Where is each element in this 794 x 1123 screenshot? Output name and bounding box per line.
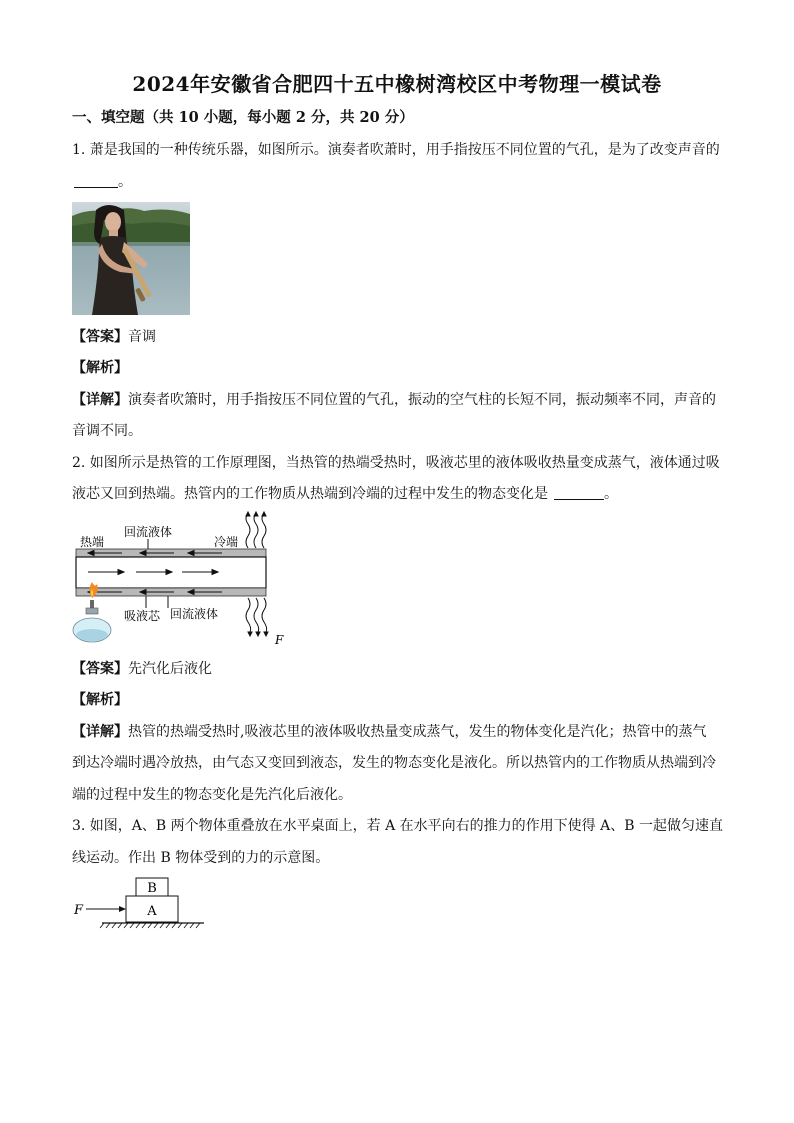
q3-line2: 线运动。作出 B 物体受到的力的示意图。 (72, 850, 330, 866)
q3-line1: 3. 如图，A、B 两个物体重叠放在水平桌面上，若 A 在水平向右的推力的作用下使得 A、B 一起做匀速直 (72, 818, 723, 834)
page-title: 2024年安徽省合肥四十五中橡树湾校区中考物理一模试卷 (132, 72, 662, 96)
q1-answer: 【答案】音调 (72, 329, 156, 345)
ground-hatch (100, 923, 200, 928)
q2-detail-line2: 到达冷端时遇冷放热，由气态又变回到液态，发生的物态变化是液化。所以热管内的工作物质从热端到冷 (72, 755, 716, 771)
q1-line1: 1. 萧是我国的一种传统乐器，如图所示。演奏者吹萧时，用手指按压不同位置的气孔，是为了改变声音的 (72, 142, 720, 158)
q1-detail-line2: 音调不同。 (72, 423, 142, 439)
return-liquid-bottom-label: 回流液体 (170, 607, 219, 621)
heat-release-wave-icon (246, 512, 266, 548)
f-label: F (275, 633, 284, 647)
wick-label: 吸液芯 (124, 609, 161, 623)
cold-end-label: 冷端 (214, 535, 239, 549)
block-b-label: B (147, 881, 157, 896)
q2-detail-line3: 端的过程中发生的物态变化是先汽化后液化。 (72, 787, 352, 803)
xiao-player-photo (72, 202, 190, 315)
heat-release-wave-icon-bottom (246, 598, 268, 636)
answer-blank (74, 173, 118, 188)
block-a-label: A (147, 904, 157, 919)
heat-pipe-diagram (70, 508, 300, 648)
q2-detail-line1: 【详解】热管的热端受热时,吸液芯里的液体吸收热量变成蒸气，发生的物体变化是汽化；热管中的蒸气 (72, 724, 707, 740)
q2-line2: 液芯又回到热端。热管内的工作物质从热端到冷端的过程中发生的物态变化是 。 (72, 486, 618, 502)
q1-analysis: 【解析】 (72, 360, 128, 376)
stacked-blocks-diagram (70, 874, 210, 930)
force-arrow-icon (119, 906, 126, 912)
force-f-label: F (74, 903, 84, 918)
q2-analysis: 【解析】 (72, 692, 128, 708)
hot-end-label: 热端 (80, 535, 105, 549)
q2-answer: 【答案】先汽化后液化 (72, 661, 212, 677)
q1-line2: 。 (72, 172, 732, 192)
answer-blank (554, 485, 604, 500)
q2-line1: 2. 如图所示是热管的工作原理图，当热管的热端受热时，吸液芯里的液体吸收热量变成蒸气，液体通过吸 (72, 455, 720, 471)
section-heading: 一、填空题（共 10 小题，每小题 2 分，共 20 分） (72, 109, 414, 126)
q1-detail-line1: 【详解】演奏者吹箫时，用手指按压不同位置的气孔，振动的空气柱的长短不同，振动频率不同，声音的 (72, 392, 716, 408)
return-liquid-top-label: 回流液体 (124, 525, 173, 539)
